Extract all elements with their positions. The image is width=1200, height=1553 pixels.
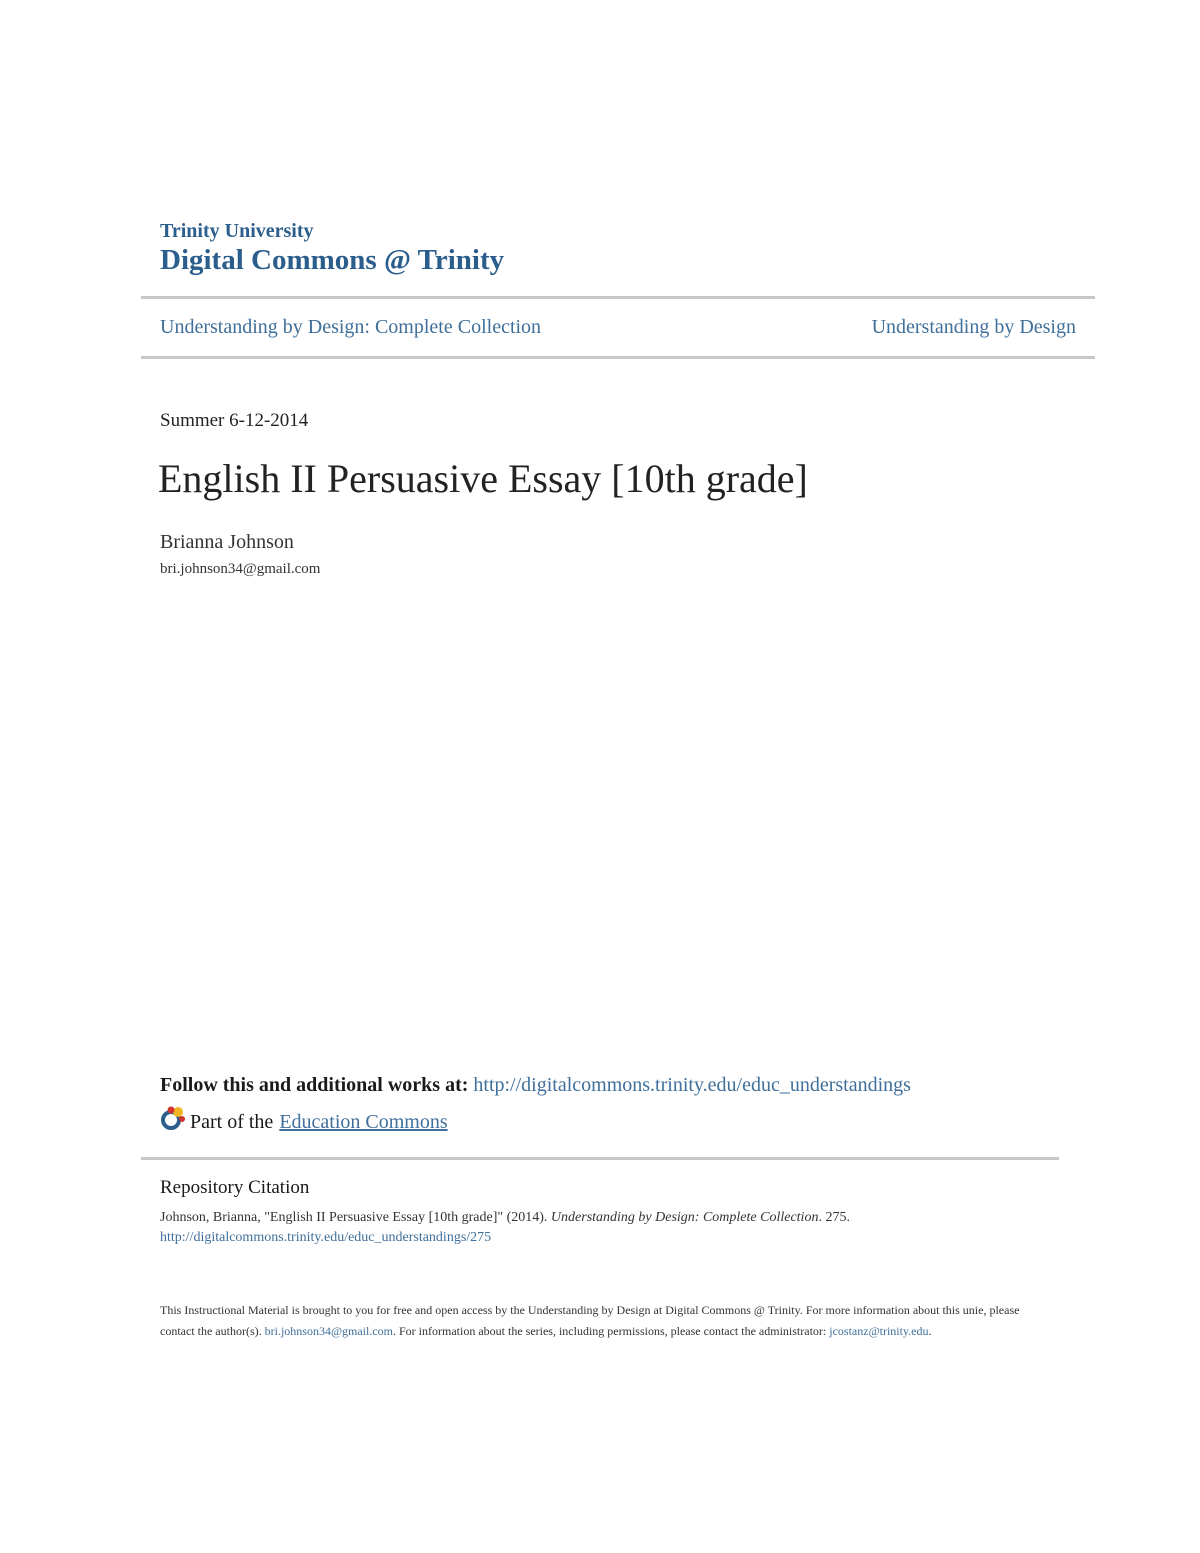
document-title: English II Persuasive Essay [10th grade] xyxy=(158,456,808,501)
citation-end: . 275. xyxy=(818,1210,850,1225)
citation-plain: Johnson, Brianna, "English II Persuasive Essay [10th grade]" (2014). xyxy=(160,1210,551,1225)
notice-admin-email-link[interactable]: jcostanz@trinity.edu xyxy=(829,1324,929,1338)
notice-part2: . For information about the series, including permissions, please contact the administrator: xyxy=(393,1324,830,1338)
citation-collection: Understanding by Design: Complete Collection xyxy=(550,1210,819,1225)
commons-network-icon xyxy=(158,1105,186,1139)
citation-divider xyxy=(141,1157,1059,1160)
follow-url-link[interactable]: http://digitalcommons.trinity.edu/educ_understandings xyxy=(473,1074,911,1096)
part-of-line xyxy=(158,1105,448,1139)
access-notice xyxy=(160,1300,1040,1342)
series-link[interactable]: Understanding by Design xyxy=(871,316,1076,338)
author-name: Brianna Johnson xyxy=(160,531,294,553)
citation-text xyxy=(160,1208,850,1248)
collection-divider xyxy=(141,356,1095,359)
top-divider xyxy=(141,296,1095,299)
notice-part3: . xyxy=(928,1324,932,1338)
institution-name: Trinity University xyxy=(160,220,314,242)
follow-line xyxy=(160,1074,911,1097)
follow-label: Follow this and additional works at: xyxy=(160,1074,469,1096)
collection-link[interactable]: Understanding by Design: Complete Collection xyxy=(160,316,542,338)
notice-part1: This Instructional Material is brought to you for free and open access by the Understanding by Design at Digital Commons @ Trinity. For more information about this unie, please contact the author(s). xyxy=(160,1303,1020,1338)
notice-author-email-link[interactable]: bri.johnson34@gmail.com xyxy=(264,1324,393,1338)
part-of-label: Part of the xyxy=(190,1110,274,1133)
citation-heading: Repository Citation xyxy=(160,1177,310,1198)
education-commons-link[interactable]: Education Commons xyxy=(279,1110,448,1133)
repository-link[interactable]: Digital Commons @ Trinity xyxy=(160,244,505,276)
publication-date: Summer 6-12-2014 xyxy=(160,410,309,431)
citation-url-link[interactable]: http://digitalcommons.trinity.edu/educ_understandings/275 xyxy=(160,1230,492,1245)
author-email: bri.johnson34@gmail.com xyxy=(160,561,321,577)
